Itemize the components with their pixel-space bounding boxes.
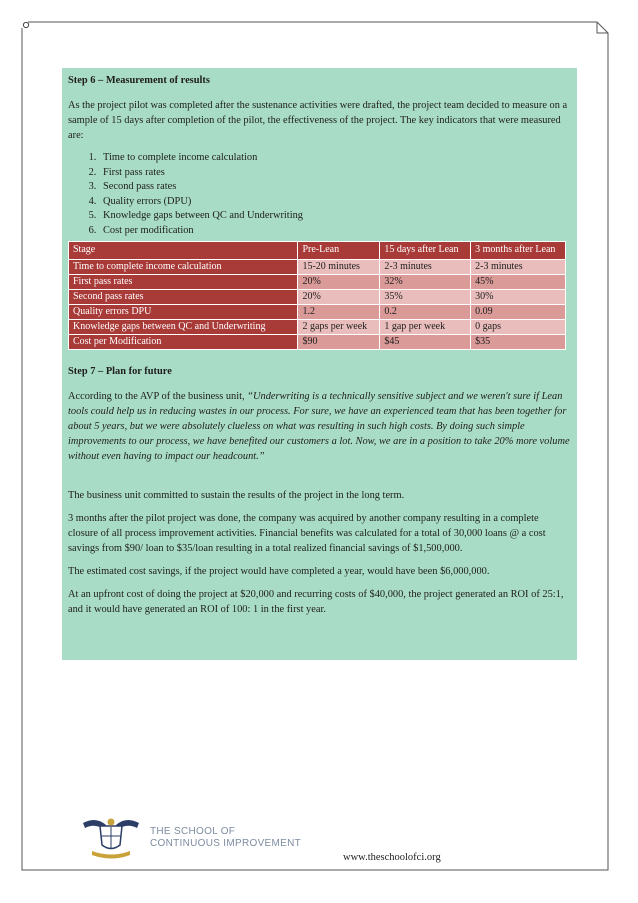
table-cell: 20% (298, 274, 380, 289)
org-name-line-2: CONTINUOUS IMPROVEMENT (150, 838, 302, 849)
paragraph-estimated-savings: The estimated cost savings, if the project would have completed a year, would have been $6,000,000. (68, 565, 490, 577)
table-row (69, 289, 566, 304)
table-cell: $45 (380, 334, 471, 349)
table-row (69, 334, 566, 349)
table-row (69, 319, 566, 334)
header-15-days: 15 days after Lean (380, 241, 471, 259)
paragraph-roi: At an upfront cost of doing the project at $20,000 and recurring costs of $40,000, the project generated an ROI of 25:1, and it would have generated an ROI of 100: 1 in the first year. (68, 588, 564, 615)
table-cell: 2 gaps per week (298, 319, 380, 334)
table-row (69, 304, 566, 319)
table-cell: 45% (471, 274, 566, 289)
table-cell: 0.2 (380, 304, 471, 319)
row-label: Knowledge gaps between QC and Underwriting (69, 319, 298, 334)
table-cell: 1.2 (298, 304, 380, 319)
header-stage: Stage (69, 241, 298, 259)
table-cell: 1 gap per week (380, 319, 471, 334)
table-header-row (69, 241, 566, 259)
footer-website: www.theschoolofci.org (343, 852, 441, 863)
header-pre-lean: Pre-Lean (298, 241, 380, 259)
indicator-list (68, 151, 571, 239)
paragraph-commitment: The business unit committed to sustain the results of the project in the long term. (68, 489, 405, 501)
list-item: 5. Knowledge gaps between QC and Underwriting (99, 209, 571, 224)
org-name-line-1: THE SCHOOL OF (150, 826, 236, 837)
table-cell: 15-20 minutes (298, 259, 380, 274)
step6-heading: Step 6 – Measurement of results (68, 75, 210, 86)
table-cell: 35% (380, 289, 471, 304)
header-3-months: 3 months after Lean (471, 241, 566, 259)
table-cell: 2-3 minutes (380, 259, 471, 274)
step6-intro: As the project pilot was completed after the sustenance activities were drafted, the project team decided to measure on a sample of 15 days after completion of the pilot, the effectiveness of the project. The key indicators that were measured are: (68, 100, 568, 141)
content-panel (62, 68, 577, 660)
list-item: 6. Cost per modification (99, 224, 571, 239)
table-cell: 2-3 minutes (471, 259, 566, 274)
row-label: Cost per Modification (69, 334, 298, 349)
avp-quote: “Underwriting is a technically sensitive subject and we weren't sure if Lean tools could help us in reducing wastes in our process. For sure, we have an experienced team that has been together for about 5 years, but we were absolutely clueless on what was resulting in such high costs. By doing such simple improvements to our process, we have benefited our customers a lot. Now, we are in a position to take 20% more volume without even having to impact our headcount.” (68, 390, 570, 462)
avp-quote-paragraph (68, 389, 571, 464)
results-table (68, 241, 566, 350)
list-item: 3. Second pass rates (99, 180, 571, 195)
table-cell: 20% (298, 289, 380, 304)
table-row (69, 274, 566, 289)
list-item: 2. First pass rates (99, 166, 571, 181)
row-label: Quality errors DPU (69, 304, 298, 319)
table-row (69, 259, 566, 274)
table-cell: 32% (380, 274, 471, 289)
list-item: 1. Time to complete income calculation (99, 151, 571, 166)
row-label: First pass rates (69, 274, 298, 289)
table-cell: $90 (298, 334, 380, 349)
row-label: Second pass rates (69, 289, 298, 304)
list-item: 4. Quality errors (DPU) (99, 195, 571, 210)
step7-heading: Step 7 – Plan for future (68, 365, 172, 377)
table-cell: 30% (471, 289, 566, 304)
paragraph-acquisition: 3 months after the pilot project was done, the company was acquired by another company resulting in a complete closure of all process improvement activities. Financial benefits was calculated for a total of 30,000 loans @ a cost savings from $90/ loan to $35/loan resulting in a total realized financial savings of $1,500,000. (68, 512, 546, 554)
table-cell: $35 (471, 334, 566, 349)
quote-intro: According to the AVP of the business unit, (68, 390, 248, 402)
school-emblem-logo (80, 815, 142, 861)
table-cell: 0.09 (471, 304, 566, 319)
table-cell: 0 gaps (471, 319, 566, 334)
row-label: Time to complete income calculation (69, 259, 298, 274)
